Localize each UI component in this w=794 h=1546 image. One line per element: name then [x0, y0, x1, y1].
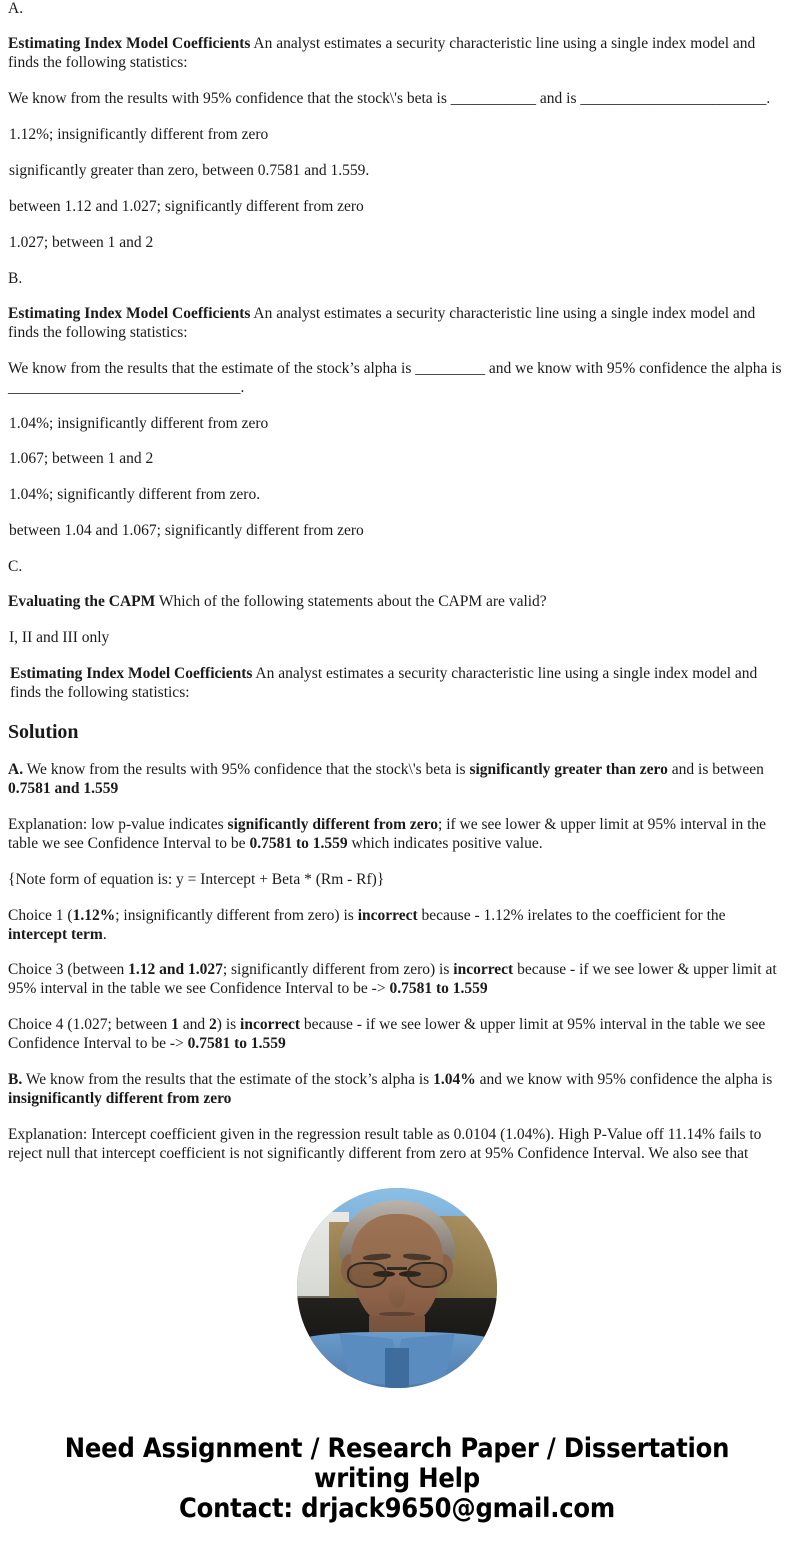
choice4-bold-2: 2 — [209, 1016, 217, 1034]
solution-explanation-b: Explanation: Intercept coefficient given in the regression result table as 0.0104 (1.04%). High P-Value off 11.14% fails to reject null that intercept coefficient is not significantly different from zero at 95% Confidence Interval. We also see that — [8, 1125, 762, 1162]
section-a-choice-4: 1.027; between 1 and 2 — [9, 233, 154, 251]
solution-answer-a-mid: and is between — [667, 761, 764, 779]
section-a-blank-1: ___________ — [450, 90, 537, 108]
section-b-prompt — [8, 305, 786, 343]
choice4-pre: Choice 4 (1.027; between — [8, 1016, 172, 1034]
section-b-prompt-body: An analyst estimates a security characteristic line using a single index model and finds the following statistics: — [8, 304, 756, 341]
choice3-mid-2: because - if we see lower & upper limit at 95% interval in the table we see Confidence Interval to be -> — [8, 961, 777, 998]
section-b-choice-2: 1.067; between 1 and 2 — [9, 450, 154, 468]
section-c-capm-answer: I, II and III only — [9, 629, 110, 647]
choice4-mid-1: and — [178, 1016, 210, 1034]
section-marker-a: A. — [8, 0, 24, 17]
avatar — [297, 1188, 497, 1388]
section-b-blank-1: _________ — [415, 359, 486, 377]
section-b-question-post: . — [240, 378, 245, 396]
solution-answer-b — [8, 1071, 786, 1109]
section-b-choice-3: 1.04%; significantly different from zero. — [9, 486, 261, 504]
footer-line-3: Contact: drjack9650@gmail.com — [178, 1493, 616, 1525]
section-b-question — [8, 360, 786, 398]
solution-answer-b-marker: B. — [8, 1071, 23, 1089]
section-b-blank-2: ______________________________ — [8, 378, 241, 396]
explanation-a-bold-1: significantly different from zero — [227, 815, 439, 833]
footer-contact-banner — [8, 1434, 786, 1546]
section-b-question-pre: We know from the results that the estimate of the stock’s alpha is — [8, 359, 416, 377]
solution-answer-a-bold-1: significantly greater than zero — [469, 761, 668, 779]
choice3-bold-1: 1.12 and 1.027 — [128, 961, 223, 979]
section-b-prompt-title: Estimating Index Model Coefficients — [8, 304, 251, 322]
explanation-a-pre: Explanation: low p-value indicates — [8, 815, 228, 833]
solution-answer-a-marker: A. — [8, 761, 24, 779]
choice1-bold-1: 1.12% — [72, 906, 116, 924]
footer-line-1: Need Assignment / Research Paper / Dissertation — [64, 1432, 730, 1464]
section-b-choice-4: between 1.04 and 1.067; significantly different from zero — [9, 522, 364, 540]
section-b-choice-1: 1.04%; insignificantly different from zero — [9, 414, 269, 432]
avatar-glasses-lens-right — [407, 1262, 447, 1288]
solution-answer-b-bold-1: 1.04% — [433, 1071, 476, 1089]
choice3-bold-3: 0.7581 to 1.559 — [389, 980, 488, 998]
choice3-bold-2: incorrect — [453, 961, 514, 979]
solution-choice-3-analysis — [8, 961, 786, 999]
section-a-blank-2: ________________________ — [580, 90, 767, 108]
avatar-glasses-bridge — [387, 1267, 407, 1270]
avatar-nose — [389, 1284, 405, 1308]
section-marker-b: B. — [8, 269, 23, 287]
section-a-choice-2: significantly greater than zero, between 0.7581 and 1.559. — [9, 161, 370, 179]
solution-answer-b-mid: and we know with 95% confidence the alpha is — [475, 1071, 773, 1089]
section-a-question-post: . — [766, 90, 771, 108]
section-c-repeat-prompt — [8, 665, 786, 703]
choice3-pre: Choice 3 (between — [8, 961, 129, 979]
section-c-repeat-body: An analyst estimates a security characteristic line using a single index model and finds the following statistics: — [10, 665, 758, 702]
explanation-a-post: which indicates positive value. — [347, 834, 543, 852]
solution-equation-note: {Note form of equation is: y = Intercept + Beta * (Rm - Rf)} — [8, 870, 385, 888]
solution-choice-4-analysis — [8, 1016, 786, 1054]
section-a-question-pre: We know from the results with 95% confidence that the stock\'s beta is — [8, 90, 451, 108]
section-a-prompt — [8, 35, 786, 73]
choice1-post: . — [102, 925, 107, 943]
section-c-repeat-title: Estimating Index Model Coefficients — [10, 665, 253, 683]
choice1-bold-3: intercept term — [8, 925, 103, 943]
avatar-glasses-lens-left — [347, 1262, 387, 1288]
solution-heading: Solution — [8, 721, 79, 744]
choice3-mid-1: ; significantly different from zero) is — [222, 961, 454, 979]
avatar-container — [8, 1188, 786, 1388]
solution-answer-a — [8, 761, 786, 799]
solution-explanation-a — [8, 816, 786, 854]
section-a-choice-3: between 1.12 and 1.027; significantly different from zero — [9, 197, 364, 215]
solution-answer-a-bold-2: 0.7581 and 1.559 — [8, 779, 119, 797]
section-b-question-mid: and we know with 95% confidence the alpha is — [485, 359, 782, 377]
section-marker-c: C. — [8, 558, 23, 576]
solution-answer-b-bold-2: insignificantly different from zero — [8, 1089, 232, 1107]
choice4-mid-2: ) is — [216, 1016, 241, 1034]
section-a-prompt-body: An analyst estimates a security characteristic line using a single index model and finds the following statistics: — [8, 35, 756, 72]
choice1-pre: Choice 1 ( — [8, 906, 73, 924]
solution-answer-a-pre: We know from the results with 95% confidence that the stock\'s beta is — [23, 761, 470, 779]
solution-answer-b-pre: We know from the results that the estimate of the stock’s alpha is — [22, 1071, 434, 1089]
section-c-capm-title: Evaluating the CAPM — [8, 593, 156, 611]
choice1-mid-1: ; insignificantly different from zero) is — [115, 906, 358, 924]
choice4-bold-1: 1 — [171, 1016, 179, 1034]
solution-choice-1-analysis — [8, 907, 786, 945]
choice1-bold-2: incorrect — [357, 906, 418, 924]
explanation-a-mid: ; if we see lower & upper limit at 95% interval in the table we see Confidence Interval to be — [8, 815, 767, 852]
section-c-capm-body: Which of the following statements about the CAPM are valid? — [155, 593, 547, 611]
section-c-capm-question — [8, 593, 786, 612]
explanation-a-bold-2: 0.7581 to 1.559 — [249, 834, 348, 852]
choice1-mid-2: because - 1.12% irelates to the coefficient for the — [417, 906, 726, 924]
avatar-shirt-placket — [385, 1348, 409, 1388]
section-a-choice-1: 1.12%; insignificantly different from zero — [9, 126, 269, 143]
footer-line-2: writing Help — [314, 1462, 480, 1494]
section-a-question-mid: and is — [536, 90, 581, 108]
choice4-mid-3: because - if we see lower & upper limit at 95% interval in the table we see Confidence Interval to be -> — [8, 1016, 766, 1053]
section-a-prompt-title: Estimating Index Model Coefficients — [8, 35, 251, 53]
choice4-bold-3: incorrect — [240, 1016, 300, 1034]
section-a-question — [8, 90, 786, 109]
choice4-bold-4: 0.7581 to 1.559 — [187, 1035, 286, 1053]
